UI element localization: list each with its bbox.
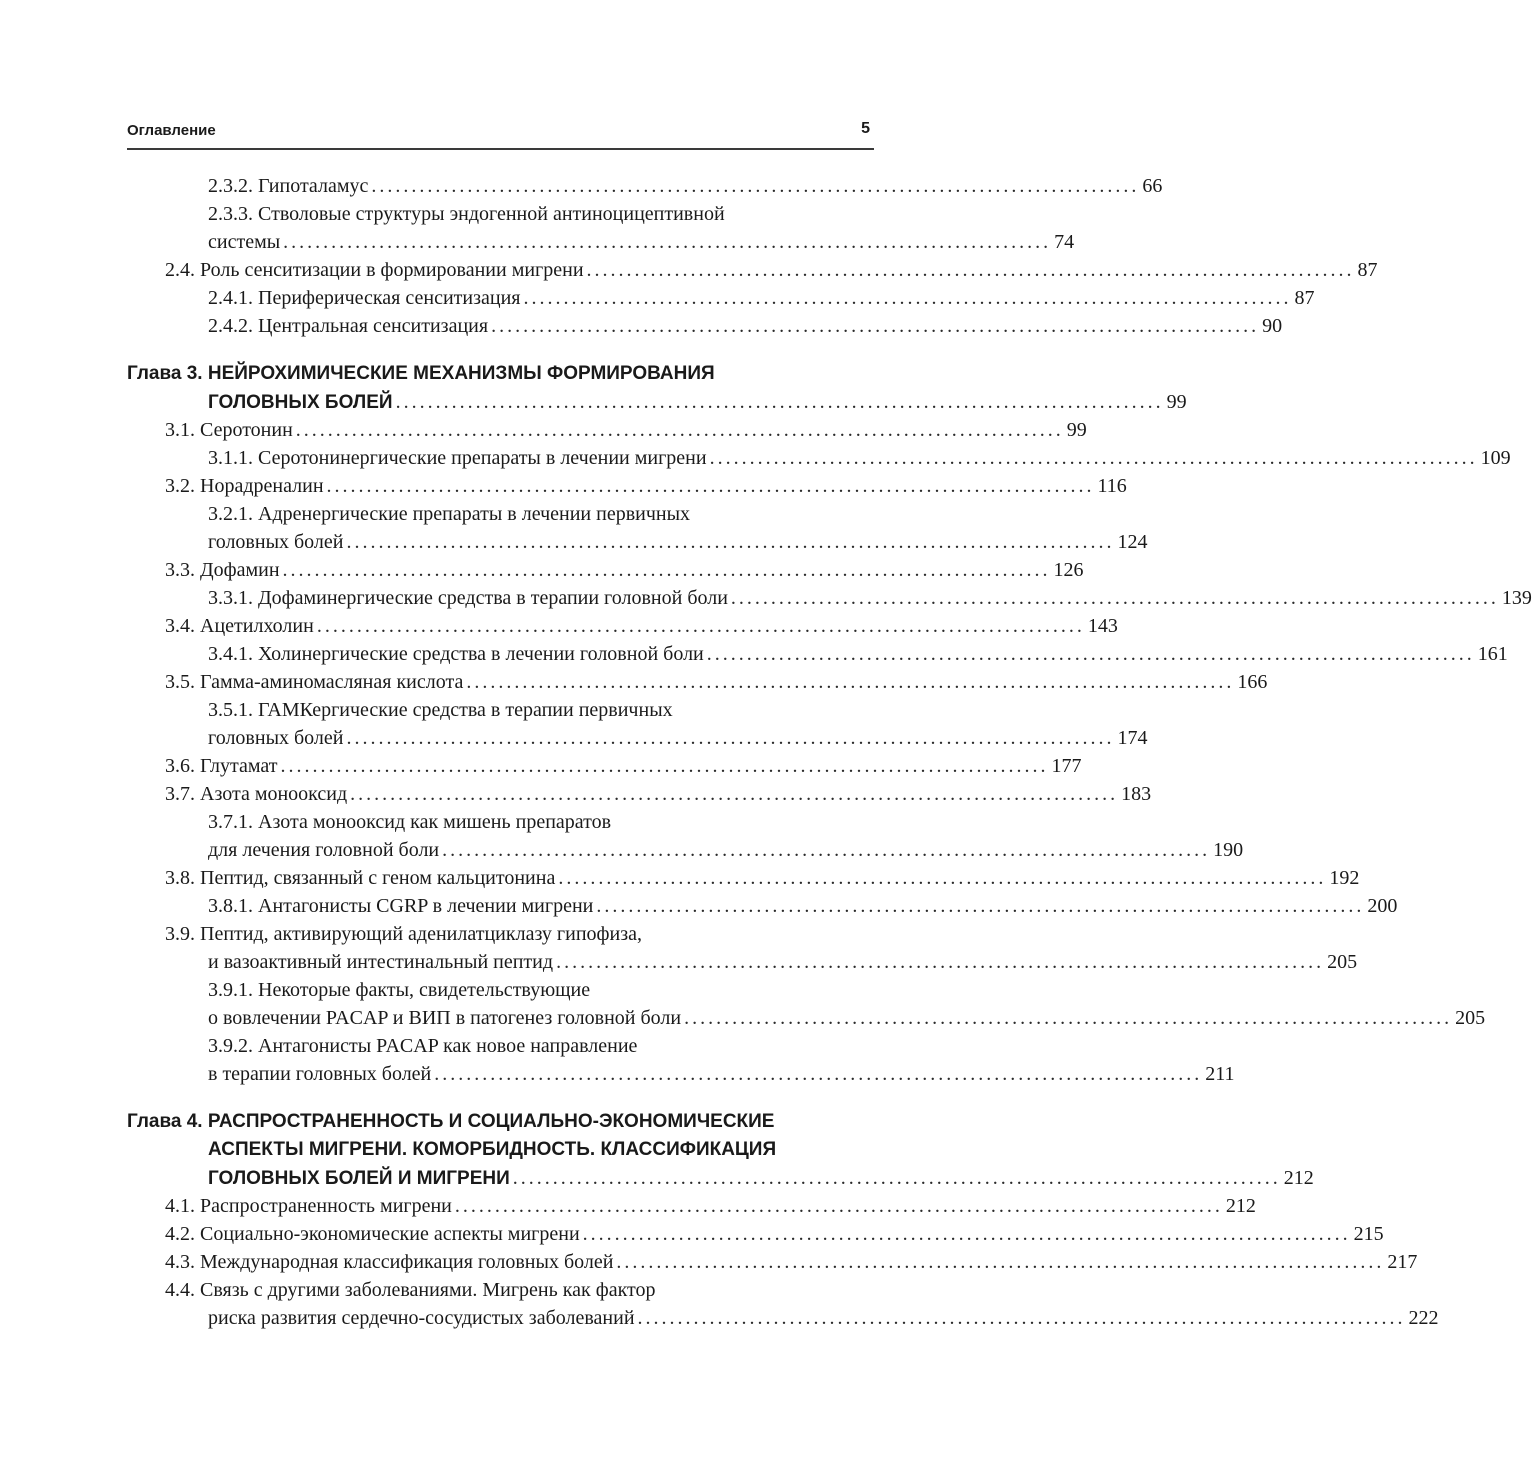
toc-entry-text: 2.4.1. Периферическая сенситизация	[208, 287, 521, 309]
dot-leader: ................................................................................................	[282, 559, 1051, 581]
toc-entry-continuation[interactable]	[127, 836, 1244, 864]
toc-entry-text: 3.7.1. Азота монооксид как мишень препаратов	[208, 811, 612, 833]
toc-page-number: 190	[1213, 839, 1244, 861]
toc-entry-continuation[interactable]	[127, 528, 1148, 556]
toc-page-number: 205	[1455, 1007, 1486, 1029]
toc-entry[interactable]	[127, 556, 1084, 584]
toc-entry[interactable]	[127, 976, 869, 1004]
dot-leader: ................................................................................................	[709, 447, 1478, 469]
toc-entry[interactable]	[127, 584, 1532, 612]
toc-entry-text: 3.9. Пептид, активирующий аденилатциклазу гипофиза,	[165, 923, 642, 945]
dot-leader: ................................................................................................	[442, 839, 1211, 861]
dot-leader: ................................................................................................	[730, 587, 1499, 609]
toc-page-number: 66	[1142, 175, 1163, 197]
toc-page-number: 116	[1097, 475, 1127, 497]
toc-entry-text: 4.1. Распространенность мигрени	[165, 1195, 452, 1217]
toc-entry-continuation[interactable]	[127, 948, 1358, 976]
running-title: Оглавление	[127, 122, 216, 139]
toc-entry-text: 3.3. Дофамин	[165, 559, 280, 581]
toc-entry-text: для лечения головной боли	[208, 839, 440, 861]
toc-entry[interactable]	[127, 892, 1398, 920]
toc-page-number: 183	[1121, 783, 1152, 805]
toc-page-number: 143	[1087, 615, 1118, 637]
dot-leader: ................................................................................................	[346, 727, 1115, 749]
section-spacer	[127, 1088, 869, 1108]
toc-entry-text: риска развития сердечно-сосудистых заболеваний	[208, 1307, 635, 1329]
toc-entry-text: ГОЛОВНЫХ БОЛЕЙ	[208, 392, 393, 413]
toc-page-number: 87	[1357, 259, 1378, 281]
toc-entry-text: 2.4.2. Центральная сенситизация	[208, 315, 489, 337]
toc-entry-text: Глава 4. РАСПРОСТРАНЕННОСТЬ И СОЦИАЛЬНО-ЭКОНОМИЧЕСКИЕ	[127, 1111, 775, 1132]
toc-entry[interactable]	[127, 696, 869, 724]
toc-page-number: 161	[1477, 643, 1508, 665]
dot-leader: ................................................................................................	[596, 895, 1365, 917]
dot-leader: ................................................................................................	[491, 315, 1260, 337]
toc-page-number: 217	[1387, 1251, 1418, 1273]
toc-page-number: 99	[1066, 419, 1087, 441]
dot-leader: ................................................................................................	[616, 1251, 1385, 1273]
toc-entry[interactable]	[127, 612, 1118, 640]
toc-entry[interactable]	[127, 780, 1152, 808]
toc-entry-text: головных болей	[208, 727, 344, 749]
toc-entry-text: и вазоактивный интестинальный пептид	[208, 951, 554, 973]
dot-leader: ................................................................................................	[346, 531, 1115, 553]
toc-entry-text: в терапии головных болей	[208, 1063, 432, 1085]
toc-entry-text: 3.7. Азота монооксид	[165, 783, 348, 805]
toc-entry[interactable]	[127, 472, 1127, 500]
toc-entry-text: АСПЕКТЫ МИГРЕНИ. КОМОРБИДНОСТЬ. КЛАССИФИКАЦИЯ	[208, 1139, 777, 1160]
dot-leader: ................................................................................................	[582, 1223, 1351, 1245]
toc-page-number: 74	[1054, 231, 1075, 253]
toc-entry-text: 3.9.1. Некоторые факты, свидетельствующие	[208, 979, 591, 1001]
toc-page-number: 174	[1117, 727, 1148, 749]
toc-entry[interactable]	[127, 312, 1283, 340]
toc-entry-text: 3.4. Ацетилхолин	[165, 615, 314, 637]
toc-entry-text: системы	[208, 231, 281, 253]
toc-page-number: 109	[1480, 447, 1511, 469]
toc-entry-text: о вовлечении PACAP и ВИП в патогенез головной боли	[208, 1007, 682, 1029]
toc-entry[interactable]	[127, 1248, 1418, 1276]
toc-entry-text: 3.3.1. Дофаминергические средства в терапии головной боли	[208, 587, 728, 609]
toc-page-number: 205	[1327, 951, 1358, 973]
toc-entry-text: 3.1.1. Серотонинергические препараты в лечении мигрени	[208, 447, 707, 469]
toc-page-number: 215	[1353, 1223, 1384, 1245]
toc-page-number: 211	[1205, 1063, 1235, 1085]
toc-entry-continuation[interactable]	[127, 1304, 1439, 1332]
chapter-heading-continuation[interactable]	[127, 388, 1187, 416]
toc-entry-text: 4.4. Связь с другими заболеваниями. Мигрень как фактор	[165, 1279, 656, 1301]
toc-entry-text: 3.5.1. ГАМКергические средства в терапии первичных	[208, 699, 673, 721]
toc-entry[interactable]	[127, 1276, 869, 1304]
toc-entry-text: Глава 3. НЕЙРОХИМИЧЕСКИЕ МЕХАНИЗМЫ ФОРМИРОВАНИЯ	[127, 363, 715, 384]
dot-leader: ................................................................................................	[295, 419, 1064, 441]
chapter-heading-continuation[interactable]	[127, 1136, 869, 1164]
toc-entry-text: ГОЛОВНЫХ БОЛЕЙ И МИГРЕНИ	[208, 1168, 510, 1189]
dot-leader: ................................................................................................	[512, 1167, 1281, 1189]
dot-leader: ................................................................................................	[326, 475, 1095, 497]
toc-entry-text: 3.9.2. Антагонисты PACAP как новое направление	[208, 1035, 638, 1057]
dot-leader: ................................................................................................	[558, 867, 1327, 889]
toc-page-number: 99	[1166, 391, 1187, 413]
toc-entry[interactable]	[127, 640, 1508, 668]
toc-entry[interactable]	[127, 256, 1378, 284]
toc-entry[interactable]	[127, 864, 1360, 892]
toc-page-number: 200	[1367, 895, 1398, 917]
toc-entry-text: головных болей	[208, 531, 344, 553]
toc-entry-text: 3.1. Серотонин	[165, 419, 293, 441]
dot-leader: ................................................................................................	[706, 643, 1475, 665]
toc-entry-text: 3.8.1. Антагонисты CGRP в лечении мигрени	[208, 895, 594, 917]
toc-entry-continuation[interactable]	[127, 228, 1075, 256]
toc-entry-text: 3.2.1. Адренергические препараты в лечении первичных	[208, 503, 691, 525]
page-number: 5	[861, 120, 870, 137]
toc-page-number: 90	[1262, 315, 1283, 337]
dot-leader: ................................................................................................	[556, 951, 1325, 973]
toc-page-number: 124	[1117, 531, 1148, 553]
dot-leader: ................................................................................................	[454, 1195, 1223, 1217]
toc-entry[interactable]	[127, 668, 1268, 696]
toc-page-number: 222	[1408, 1307, 1439, 1329]
dot-leader: ................................................................................................	[280, 755, 1049, 777]
toc-entry[interactable]	[127, 172, 1163, 200]
toc-page-number: 177	[1051, 755, 1082, 777]
chapter-heading[interactable]	[127, 1108, 869, 1136]
dot-leader: ................................................................................................	[466, 671, 1235, 693]
toc-entry-text: 2.3.3. Стволовые структуры эндогенной антиноцицептивной	[208, 203, 725, 225]
dot-leader: ................................................................................................	[395, 391, 1164, 413]
toc-entry[interactable]	[127, 284, 1315, 312]
toc-page-number: 192	[1329, 867, 1360, 889]
dot-leader: ................................................................................................	[523, 287, 1292, 309]
dot-leader: ................................................................................................	[371, 175, 1140, 197]
toc-page-number: 166	[1237, 671, 1268, 693]
chapter-heading-continuation[interactable]	[127, 1164, 1314, 1192]
dot-leader: ................................................................................................	[283, 231, 1052, 253]
page-header	[127, 118, 874, 150]
section-spacer	[127, 340, 869, 360]
toc-entry-text: 3.4.1. Холинергические средства в лечении головной боли	[208, 643, 704, 665]
toc-entry[interactable]	[127, 1220, 1384, 1248]
dot-leader: ................................................................................................	[434, 1063, 1203, 1085]
toc-entry-text: 4.2. Социально-экономические аспекты мигрени	[165, 1223, 580, 1245]
toc-entry-continuation[interactable]	[127, 1004, 1486, 1032]
toc-page-number: 212	[1283, 1167, 1314, 1189]
toc-entry[interactable]	[127, 1032, 869, 1060]
dot-leader: ................................................................................................	[586, 259, 1355, 281]
toc-entry-text: 2.3.2. Гипоталамус	[208, 175, 369, 197]
toc-entry-continuation[interactable]	[127, 1060, 1235, 1088]
toc-entry[interactable]	[127, 808, 869, 836]
toc-entry-text: 3.8. Пептид, связанный с геном кальцитонина	[165, 867, 556, 889]
toc-entry-text: 3.5. Гамма-аминомасляная кислота	[165, 671, 464, 693]
toc-entry-continuation[interactable]	[127, 724, 1148, 752]
toc-entry[interactable]	[127, 200, 869, 228]
toc-entry-text: 3.6. Глутамат	[165, 755, 278, 777]
dot-leader: ................................................................................................	[684, 1007, 1453, 1029]
toc-entry[interactable]	[127, 920, 869, 948]
toc-page-number: 212	[1225, 1195, 1256, 1217]
toc-page-number: 139	[1501, 587, 1532, 609]
dot-leader: ................................................................................................	[350, 783, 1119, 805]
toc-entry-text: 3.2. Норадреналин	[165, 475, 324, 497]
toc-entry[interactable]	[127, 1192, 1256, 1220]
toc-entry-text: 4.3. Международная классификация головных болей	[165, 1251, 614, 1273]
toc-page-number: 87	[1294, 287, 1315, 309]
toc-entry[interactable]	[127, 500, 869, 528]
toc-entry-text: 2.4. Роль сенситизации в формировании мигрени	[165, 259, 584, 281]
dot-leader: ................................................................................................	[316, 615, 1085, 637]
dot-leader: ................................................................................................	[637, 1307, 1406, 1329]
chapter-heading[interactable]	[127, 360, 869, 388]
toc-page-number: 126	[1053, 559, 1084, 581]
toc-entry[interactable]	[127, 752, 1082, 780]
toc-entry[interactable]	[127, 444, 1511, 472]
table-of-contents	[127, 172, 1532, 1332]
toc-entry[interactable]	[127, 416, 1087, 444]
